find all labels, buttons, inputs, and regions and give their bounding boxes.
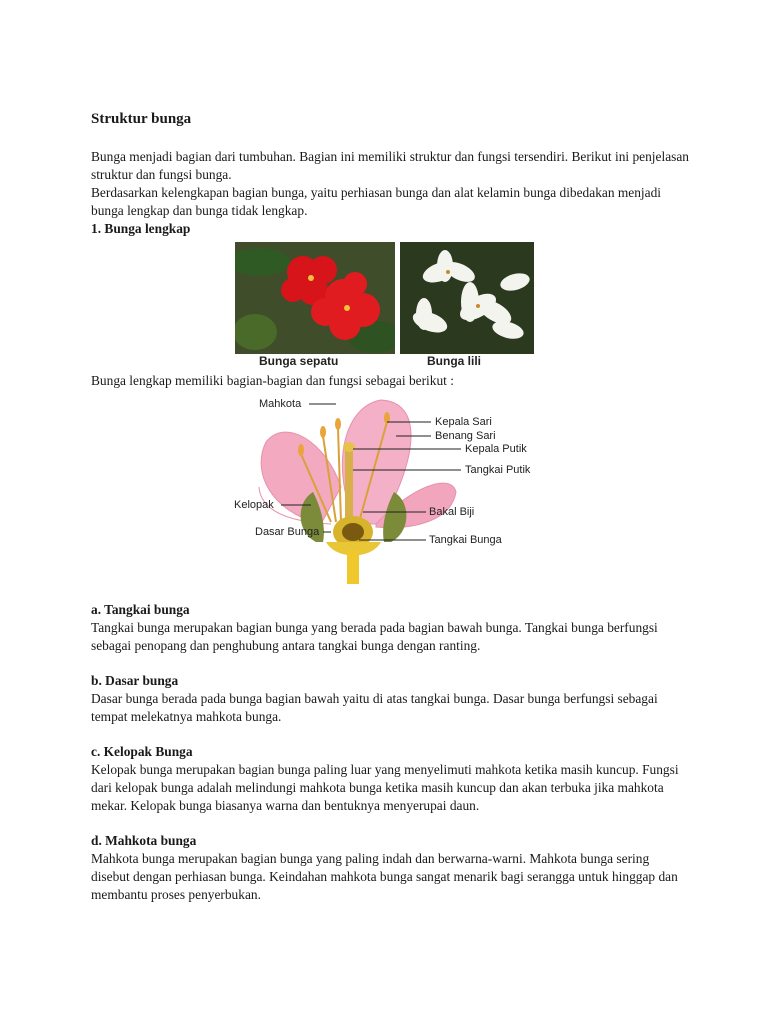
heading-kelopak-bunga: c. Kelopak Bunga	[91, 744, 193, 759]
label-kepala-sari: Kepala Sari	[435, 416, 492, 428]
flower-structure-diagram	[91, 392, 691, 584]
label-tangkai-putik: Tangkai Putik	[465, 464, 531, 476]
label-kepala-putik: Kepala Putik	[465, 443, 527, 455]
label-benang-sari: Benang Sari	[435, 430, 496, 442]
label-kelopak: Kelopak	[234, 499, 274, 511]
text-mahkota-bunga: Mahkota bunga merupakan bagian bunga yang paling indah dan berwarna-warni. Mahkota bunga sering disebut dengan perhiasan bunga. Keindahan mahkota bunga sangat menarik bagi serangga untuk hinggap dan membantu proses penyerbukan.	[91, 851, 678, 902]
heading-dasar-bunga: b. Dasar bunga	[91, 673, 179, 688]
lily-photo	[400, 242, 534, 354]
text-tangkai-bunga: Tangkai bunga merupakan bagian bunga yang berada pada bagian bawah bunga. Tangkai bunga berfungsi sebagai penopang dan penghubung antara tangkai bunga dengan ranting.	[91, 620, 658, 653]
diagram-intro: Bunga lengkap memiliki bagian-bagian dan fungsi sebagai berikut :	[91, 373, 454, 388]
section-heading-bunga-lengkap: 1. Bunga lengkap	[91, 221, 191, 236]
intro-paragraph-2: Berdasarkan kelengkapan bagian bunga, yaitu perhiasan bunga dan alat kelamin bunga dibedakan menjadi bunga lengkap dan bunga tidak lengkap.	[91, 185, 662, 218]
hibiscus-photo	[235, 242, 395, 354]
text-dasar-bunga: Dasar bunga berada pada bunga bagian bawah yaitu di atas tangkai bunga. Dasar bunga berfungsi sebagai tempat melekatnya mahkota bunga.	[91, 691, 658, 724]
flower-photos	[91, 240, 691, 372]
caption-bunga-lili: Bunga lili	[427, 354, 481, 368]
page-title: Struktur bunga	[91, 111, 192, 127]
label-bakal-biji: Bakal Biji	[429, 506, 475, 518]
intro-paragraph-1: Bunga menjadi bagian dari tumbuhan. Bagian ini memiliki struktur dan fungsi tersendiri. Berikut ini penjelasan struktur dan fungsi bunga.	[91, 149, 689, 182]
label-dasar-bunga: Dasar Bunga	[255, 526, 320, 538]
label-tangkai-bunga: Tangkai Bunga	[429, 534, 502, 546]
label-mahkota: Mahkota	[259, 398, 302, 410]
text-kelopak-bunga: Kelopak bunga merupakan bagian bunga paling luar yang menyelimuti mahkota ketika masih kuncup. Fungsi dari kelopak bunga adalah melindungi mahkota bunga ketika masih kuncup dan akan terbuka jika mahkota mekar. Kelopak bunga biasanya warna dan bentuknya menyerupai daun.	[91, 762, 679, 813]
document-page	[91, 110, 691, 904]
heading-tangkai-bunga: a. Tangkai bunga	[91, 602, 190, 617]
heading-mahkota-bunga: d. Mahkota bunga	[91, 833, 197, 848]
caption-bunga-sepatu: Bunga sepatu	[259, 354, 339, 368]
